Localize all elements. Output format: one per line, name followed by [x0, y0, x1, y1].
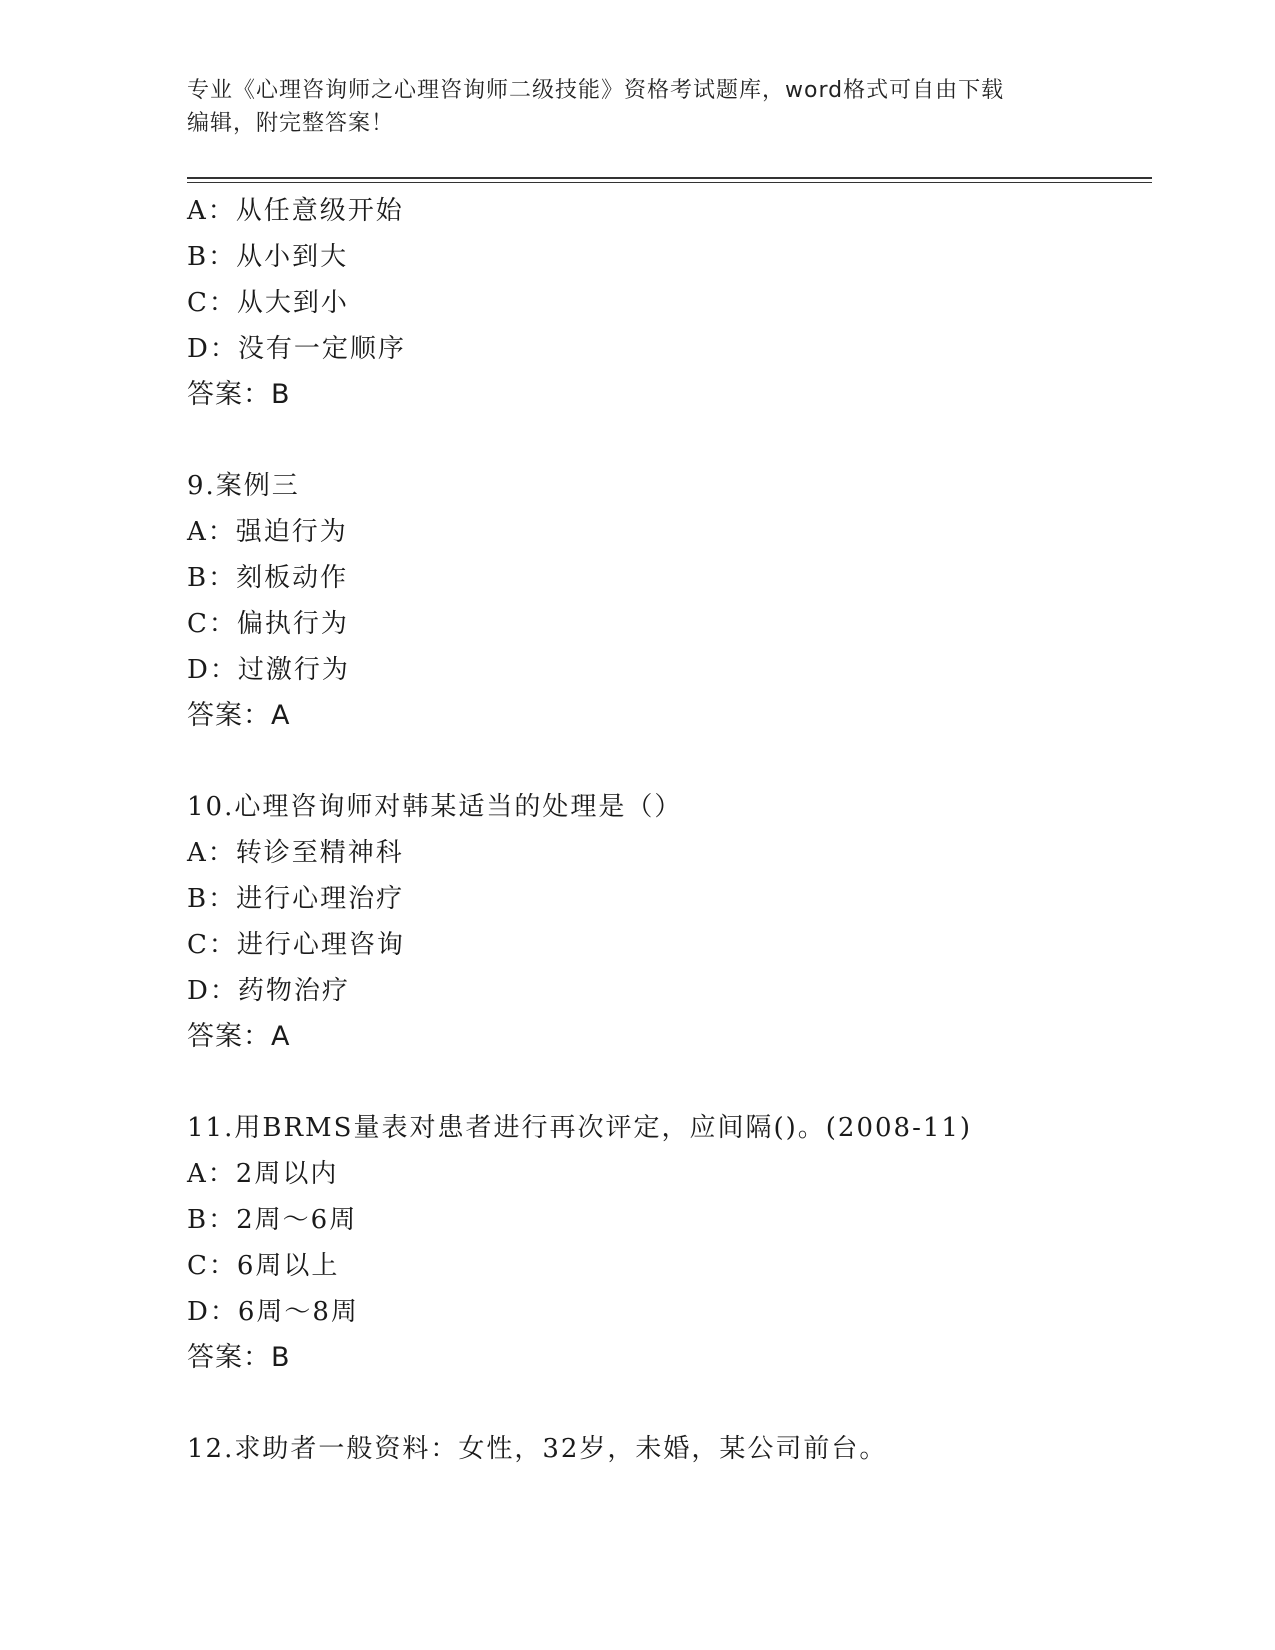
option-a: A：从任意级开始 — [187, 196, 404, 226]
answer-line: 答案：A — [187, 700, 291, 731]
option-a: A：强迫行为 — [187, 517, 348, 547]
block-gap — [187, 418, 1147, 463]
option-d: D：没有一定顺序 — [187, 334, 406, 364]
option-c: C：偏执行为 — [187, 609, 349, 639]
option-a: A：2周以内 — [187, 1159, 339, 1189]
question-text: 9.案例三 — [187, 471, 300, 501]
header-line-2: 编辑，附完整答案！ — [187, 111, 395, 136]
question-text: 11.用BRMS量表对患者进行再次评定，应间隔()。(2008-11) — [187, 1113, 973, 1143]
option-a: A：转诊至精神科 — [187, 838, 404, 868]
header-divider-thin — [187, 182, 1152, 183]
option-c: C：进行心理咨询 — [187, 930, 405, 960]
option-b: B：2周～6周 — [187, 1205, 358, 1235]
block-gap — [187, 1060, 1147, 1105]
document-header — [187, 74, 1087, 140]
question-block — [187, 1426, 1147, 1472]
option-b: B：从小到大 — [187, 242, 349, 272]
option-c: C：从大到小 — [187, 288, 349, 318]
block-gap — [187, 739, 1147, 784]
header-line-1: 专业《心理咨询师之心理咨询师二级技能》资格考试题库，word格式可自由下载 — [187, 78, 1005, 103]
question-list — [187, 188, 1147, 1472]
block-gap — [187, 1381, 1147, 1426]
question-block — [187, 188, 1147, 418]
option-b: B：刻板动作 — [187, 563, 349, 593]
question-block — [187, 1105, 1147, 1381]
question-block — [187, 784, 1147, 1060]
option-c: C：6周以上 — [187, 1251, 340, 1281]
option-d: D：过激行为 — [187, 655, 350, 685]
question-block — [187, 463, 1147, 739]
option-b: B：进行心理治疗 — [187, 884, 405, 914]
answer-line: 答案：A — [187, 1021, 291, 1052]
option-d: D：6周～8周 — [187, 1297, 359, 1327]
question-text: 10.心理咨询师对韩某适当的处理是（） — [187, 792, 683, 822]
option-d: D：药物治疗 — [187, 976, 350, 1006]
question-text: 12.求助者一般资料：女性，32岁，未婚，某公司前台。 — [187, 1434, 888, 1464]
header-divider — [187, 177, 1152, 179]
answer-line: 答案：B — [187, 1342, 291, 1373]
answer-line: 答案：B — [187, 379, 291, 410]
